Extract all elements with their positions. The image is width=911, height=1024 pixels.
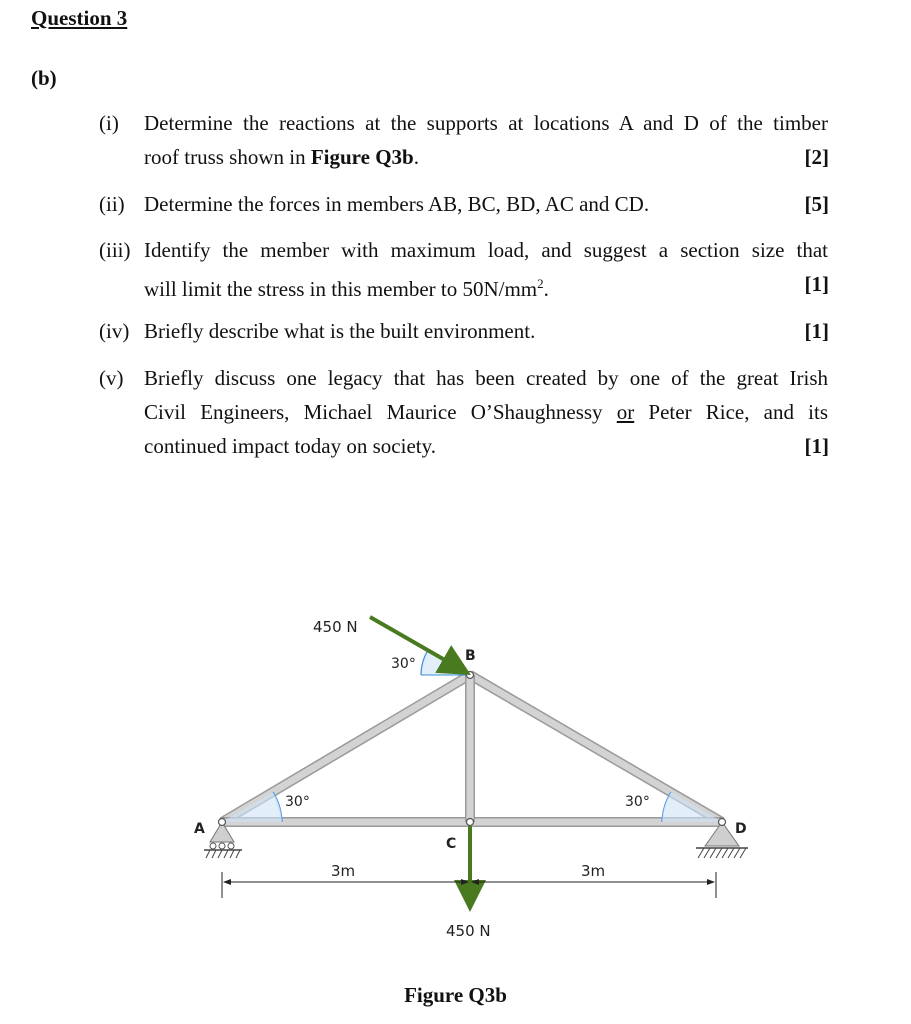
dimension-label-left: 3m [331,862,356,880]
node-label-d: D [735,821,747,837]
mark-badge: [2] [804,145,829,169]
question-text-line: continued impact today on society. [144,434,436,458]
load-label-bottom: 450 N [446,922,491,940]
mark-badge: [5] [804,192,829,216]
dimension-label-right: 3m [581,862,606,880]
mark-badge: [1] [804,434,829,458]
angle-label-right: 30° [625,794,650,810]
mark-badge: [1] [804,319,829,343]
load-label-top: 450 N [313,618,358,636]
question-number: (v) [99,366,124,390]
node-label-a: A [194,821,205,837]
question-heading: Question 3 [31,6,128,30]
figure-caption: Figure Q3b [404,983,507,1007]
angle-label-left: 30° [285,794,310,810]
joint-b [467,672,474,679]
question-text-line: Briefly discuss one legacy that has been created by one of the great Irish [144,366,828,390]
joint-c [467,819,474,826]
angle-label-top: 30° [391,656,416,672]
question-text-line: will limit the stress in this member to $50N/mm^2$. [144,276,549,301]
question-text-line: roof truss shown in Figure Q3b. [144,145,419,169]
mark-badge: [1] [804,272,829,296]
question-number: (iii) [99,238,131,262]
question-number: (i) [99,111,119,135]
question-text-line: Identify the member with maximum load, and suggest a section size that [144,238,828,262]
question-number: (ii) [99,192,125,216]
question-text-line: Determine the reactions at the supports at locations A and D of the timber [144,111,828,135]
node-label-c: C [446,836,457,852]
node-label-b: B [465,648,476,664]
figure-reference: Figure Q3b [310,145,414,169]
question-text-line: Civil Engineers, Michael Maurice O’Shaughnessy or Peter Rice, and its [144,400,829,424]
question-text-line: Briefly describe what is the built environment. [144,319,536,343]
question-number: (iv) [99,319,130,343]
load-arrow-top [370,617,464,671]
question-text-line: Determine the forces in members AB, BC, BD, AC and CD. [144,192,650,216]
part-label: (b) [31,66,57,90]
